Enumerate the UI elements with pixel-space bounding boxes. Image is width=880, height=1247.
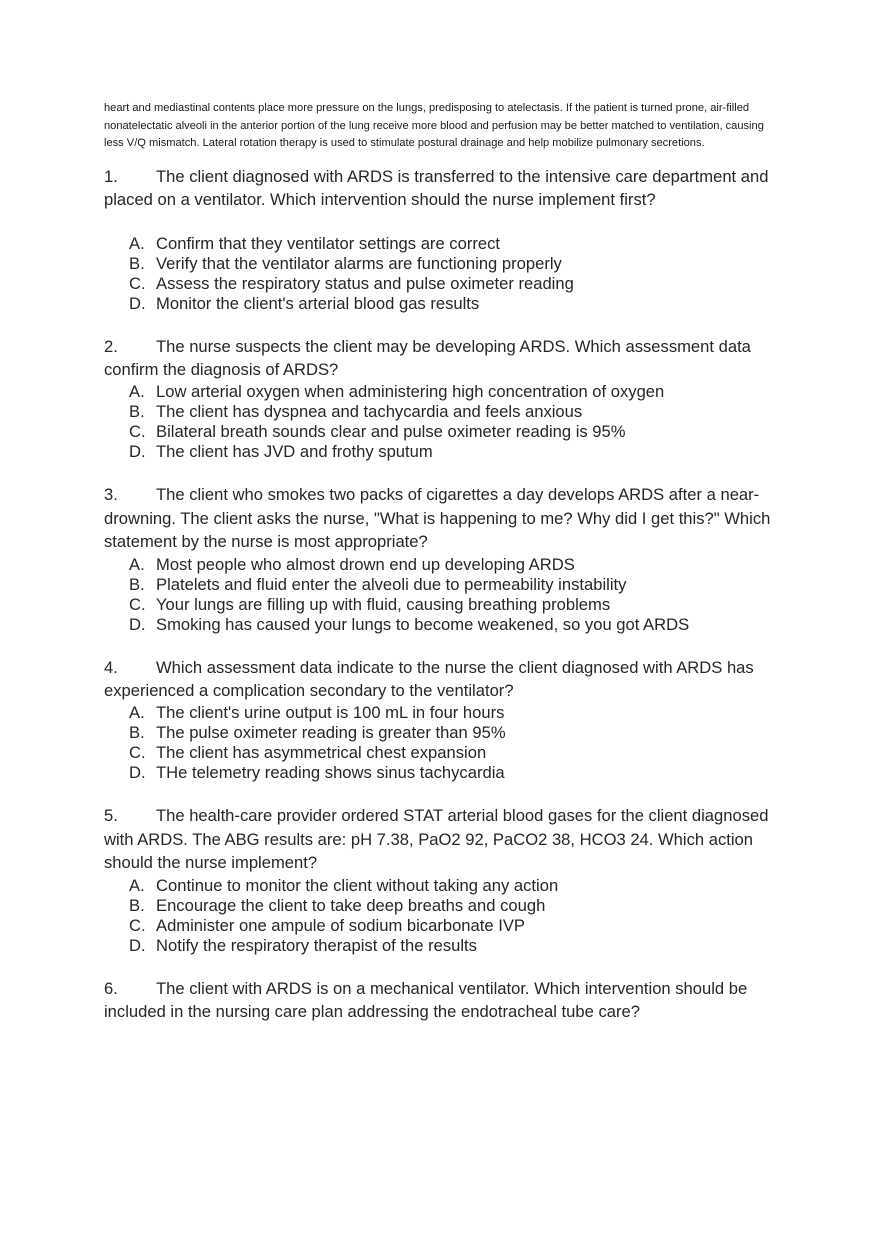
question-number: 3. (104, 485, 118, 505)
option-letter: D. (129, 614, 146, 634)
answer-option (129, 294, 784, 314)
answer-option (129, 763, 784, 783)
option-letter: A. (129, 554, 145, 574)
option-letter: C. (129, 422, 146, 442)
answer-option (129, 615, 784, 635)
question-text: Which assessment data indicate to the nurse the client diagnosed with ARDS has experienced a complication secondary to the ventilator? (104, 657, 754, 701)
question-stem (104, 804, 784, 874)
answer-option (129, 402, 784, 422)
option-letter: A. (129, 875, 145, 895)
option-text: THe telemetry reading shows sinus tachycardia (156, 763, 505, 783)
option-text: Continue to monitor the client without taking any action (156, 875, 559, 895)
answer-option (129, 723, 784, 743)
option-text: Encourage the client to take deep breaths and cough (156, 895, 546, 915)
question-number: 6. (104, 978, 118, 998)
answer-options (104, 234, 784, 314)
option-text: Verify that the ventilator alarms are functioning properly (156, 253, 562, 273)
answer-option (129, 555, 784, 575)
question-5 (104, 804, 784, 955)
question-stem (104, 165, 784, 212)
option-text: Confirm that they ventilator settings are correct (156, 233, 501, 253)
answer-options (104, 555, 784, 635)
answer-option (129, 254, 784, 274)
option-text: Smoking has caused your lungs to become weakened, so you got ARDS (156, 614, 690, 634)
option-text: The client's urine output is 100 mL in four hours (156, 703, 505, 723)
option-letter: D. (129, 935, 146, 955)
answer-option (129, 896, 784, 916)
option-letter: B. (129, 574, 145, 594)
answer-option (129, 422, 784, 442)
answer-option (129, 274, 784, 294)
answer-option (129, 382, 784, 402)
question-number: 2. (104, 336, 118, 356)
question-stem (104, 483, 784, 553)
option-letter: A. (129, 382, 145, 402)
answer-option (129, 743, 784, 763)
option-text: The client has dyspnea and tachycardia and feels anxious (156, 402, 583, 422)
question-stem (104, 977, 784, 1024)
rationale-paragraph: heart and mediastinal contents place more pressure on the lungs, predisposing to atelectasis. If the patient is turned prone, air-filled nonatelectatic alveoli in the anterior portion of the lung receive more blood and perfusion may be better matched to ventilation, causing less V/Q mismatch. Lateral rotation therapy is used to stimulate postural drainage and help mobilize pulmonary secretions. (104, 102, 764, 150)
document-page (104, 100, 784, 1023)
answer-options (104, 876, 784, 956)
option-text: The client has asymmetrical chest expansion (156, 743, 487, 763)
question-stem (104, 335, 784, 382)
question-text: The client who smokes two packs of cigarettes a day develops ARDS after a near-drowning. The client asks the nurse, "What is happening to me? Why did I get this?" Which statement by the nurse is most appropriate? (104, 485, 771, 552)
question-4 (104, 656, 784, 784)
option-text: Platelets and fluid enter the alveoli due to permeability instability (156, 574, 627, 594)
option-text: Assess the respiratory status and pulse oximeter reading (156, 273, 574, 293)
option-letter: B. (129, 895, 145, 915)
question-text: The client diagnosed with ARDS is transferred to the intensive care department and placed on a ventilator. Which intervention should the nurse implement first? (104, 166, 769, 210)
question-text: The client with ARDS is on a mechanical ventilator. Which intervention should be included in the nursing care plan addressing the endotracheal tube care? (104, 978, 748, 1022)
option-text: Your lungs are filling up with fluid, causing breathing problems (156, 594, 611, 614)
answer-option (129, 595, 784, 615)
answer-options (104, 382, 784, 462)
option-text: The client has JVD and frothy sputum (156, 442, 433, 462)
answer-option (129, 876, 784, 896)
option-letter: D. (129, 763, 146, 783)
question-1 (104, 165, 784, 314)
question-6 (104, 977, 784, 1024)
answer-options (104, 703, 784, 783)
question-text: The nurse suspects the client may be developing ARDS. Which assessment data confirm the diagnosis of ARDS? (104, 336, 751, 379)
question-text: The health-care provider ordered STAT arterial blood gases for the client diagnosed with ARDS. The ABG results are: pH 7.38, PaO2 92, PaCO2 38, HCO3 24. Which action should the nurse implement? (104, 806, 769, 873)
option-letter: C. (129, 743, 146, 763)
answer-option (129, 936, 784, 956)
option-letter: C. (129, 594, 146, 614)
question-number: 5. (104, 806, 118, 826)
option-letter: A. (129, 233, 145, 253)
answer-option (129, 916, 784, 936)
option-text: Most people who almost drown end up developing ARDS (156, 554, 575, 574)
option-letter: B. (129, 402, 145, 422)
option-text: Monitor the client's arterial blood gas results (156, 293, 480, 313)
option-text: Low arterial oxygen when administering high concentration of oxygen (156, 382, 665, 402)
option-letter: B. (129, 723, 145, 743)
question-number: 4. (104, 657, 118, 677)
option-text: The pulse oximeter reading is greater than 95% (156, 723, 506, 743)
option-text: Bilateral breath sounds clear and pulse oximeter reading is 95% (156, 422, 626, 442)
option-letter: C. (129, 915, 146, 935)
option-letter: A. (129, 703, 145, 723)
question-2 (104, 335, 784, 463)
option-text: Administer one ampule of sodium bicarbonate IVP (156, 915, 525, 935)
answer-option (129, 703, 784, 723)
answer-option (129, 442, 784, 462)
question-3 (104, 483, 784, 634)
option-letter: B. (129, 253, 145, 273)
question-stem (104, 656, 784, 703)
option-letter: D. (129, 293, 146, 313)
question-number: 1. (104, 166, 118, 186)
option-letter: C. (129, 273, 146, 293)
answer-option (129, 575, 784, 595)
answer-option (129, 234, 784, 254)
option-letter: D. (129, 442, 146, 462)
option-text: Notify the respiratory therapist of the results (156, 935, 477, 955)
